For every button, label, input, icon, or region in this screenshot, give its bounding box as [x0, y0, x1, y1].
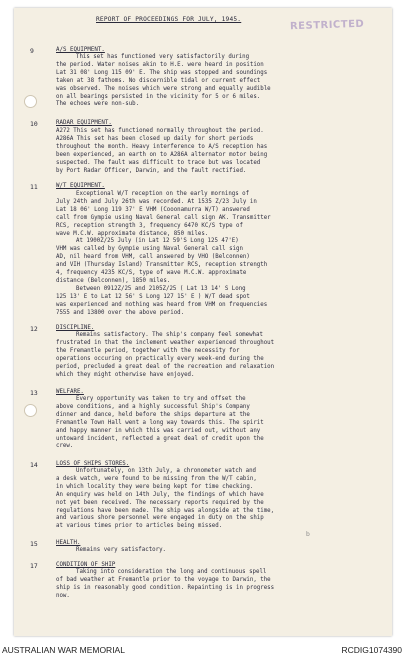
- section-number: 13: [30, 389, 38, 397]
- body-line: operations occuring on practically every week-end during the: [56, 355, 264, 362]
- section-heading: A/S EQUIPMENT.: [56, 47, 105, 53]
- section-number: 9: [30, 47, 34, 55]
- body-line: and various shore personnel were engaged in duty on the ship: [56, 515, 264, 522]
- body-line: the Fremantle period, together with the necessity for: [56, 347, 240, 354]
- body-line: crew.: [56, 443, 74, 450]
- section-body: [56, 396, 392, 451]
- body-line: An enquiry was held on 14th July, the findings of which have: [56, 491, 264, 498]
- punch-hole: [24, 95, 37, 108]
- punch-hole: [24, 404, 37, 417]
- section-number: 12: [30, 325, 38, 333]
- section-heading: W/T EQUIPMENT.: [56, 183, 105, 189]
- body-line: July 24th and July 26th was recorded. At 1535 Z/23 July in: [56, 198, 257, 205]
- body-line: Taking into consideration the long and continuous spell: [76, 569, 267, 575]
- section-heading: HEALTH.: [56, 540, 81, 546]
- body-line: Every opportunity was taken to try and offset the: [76, 396, 246, 402]
- body-line: At 1900Z/25 July (in Lat 12 59'S Long 125 47'E): [76, 238, 239, 245]
- section-number: 17: [30, 562, 38, 570]
- body-line: throughout the month. Heavy interference to A/S reception has: [56, 143, 268, 150]
- archive-reference-id: RCDIG1074390: [341, 645, 402, 655]
- body-line: and VIH (Thursday Island) Transmitter RCS, reception strength: [56, 262, 268, 269]
- body-line: now.: [56, 592, 70, 599]
- section-heading: DISCIPLINE.: [56, 325, 95, 331]
- body-line: was experienced and nothing was heard from VHM on frequencies: [56, 301, 268, 308]
- body-line: The echoes were non-sub.: [56, 101, 140, 108]
- body-line: 4, frequency 4235 KC/S, type of wave M.C.W. approximate: [56, 270, 247, 277]
- body-line: not yet been received. The necessary reports required by the: [56, 499, 264, 506]
- section-body: [56, 569, 392, 601]
- body-line: and happy manner in which this was carried out, without any: [56, 427, 261, 434]
- body-line: taken at 38 fathoms. No discernible tidal or current effect: [56, 77, 261, 84]
- body-line: which they might otherwise have enjoyed.: [56, 371, 195, 378]
- section-body: [56, 128, 392, 175]
- body-line: regulations have been made. The ship was alongside at the time,: [56, 507, 275, 514]
- section-body: [56, 191, 392, 318]
- section-heading: RADAR EQUIPMENT.: [56, 120, 112, 126]
- body-line: dinner and dance, held before the ships departure at the: [56, 411, 250, 418]
- section-body: [56, 54, 392, 109]
- body-line: AD, nil heard from VHM, call answered by VHO (Belconnen): [56, 254, 250, 261]
- body-line: RCS, reception strength 3, frequency 6470 KC/S type of: [56, 222, 243, 229]
- body-line: untoward incident, reflected a great deal of credit upon the: [56, 435, 264, 442]
- body-line: a desk watch, were found to be missing from the W/T cabin,: [56, 475, 257, 482]
- body-line: by Port Radar Officer, Darwin, and the fault rectified.: [56, 167, 247, 174]
- body-line: Unfortunately, on 13th July, a chronometer watch and: [76, 468, 257, 474]
- body-line: VHM was called by Gympie using Naval General call sign: [56, 246, 243, 253]
- section-number: 15: [30, 540, 38, 548]
- body-line: on all bearings persisted in the vicinity for 5 or 6 miles.: [56, 93, 261, 100]
- section-body: [56, 468, 392, 531]
- body-line: 125 13' E to Lat 12 56' S Long 127 15' E ) W/T dead spot: [56, 293, 250, 300]
- body-line: Between 0912Z/25 and 2105Z/25 ( Lat 13 14' S Long: [76, 285, 246, 292]
- section-heading: WELFARE.: [56, 389, 84, 395]
- body-line: Exceptional W/T reception on the early mornings of: [76, 191, 250, 197]
- body-line: Lat 18 06' Long 119 37' E VHM (Cooonamurra W/T) answered: [56, 206, 250, 213]
- body-line: was observed. The noises which were strong and equally audible: [56, 85, 271, 92]
- section-body: [56, 547, 392, 555]
- body-line: been experienced, an earth on to A286A alternator motor being: [56, 151, 268, 158]
- body-line: Remains satisfactory. The ship's company feel somewhat: [76, 332, 263, 338]
- section-number: 11: [30, 183, 38, 191]
- body-line: Fremantle Town Hall went a long way towards this. The spirit: [56, 419, 264, 426]
- body-line: call from Gympie using Naval General call sign AK. Transmitter: [56, 214, 271, 221]
- restricted-stamp: RESTRICTED: [289, 18, 365, 33]
- report-title: REPORT OF PROCEEDINGS FOR JULY, 1945.: [96, 16, 242, 23]
- body-line: above conditions, and a highly successful Ship's Company: [56, 403, 250, 410]
- body-line: Lat 31 08' Long 115 09' E. The ship was stopped and soundings: [56, 69, 268, 76]
- body-line: period, precluded a great deal of the recreation and relaxation: [56, 363, 275, 370]
- body-line: frustrated in that the inclement weather experienced throughout: [56, 339, 275, 346]
- pencil-mark: b: [306, 531, 310, 538]
- body-line: in which locality they were being kept for time checking.: [56, 483, 254, 490]
- section-heading: LOSS OF SHIPS STORES.: [56, 461, 130, 467]
- section-heading: CONDITION OF SHIP: [56, 562, 116, 568]
- section-body: [56, 332, 392, 379]
- body-line: at various times prior to articles being missed.: [56, 523, 223, 530]
- body-line: wave M.C.W. approximate distance, 850 miles.: [56, 230, 209, 237]
- archive-caption: AUSTRALIAN WAR MEMORIAL: [2, 645, 125, 655]
- body-line: suspected. The fault was difficult to trace but was located: [56, 159, 261, 166]
- body-line: Remains very satisfactory.: [76, 547, 167, 553]
- body-line: ship is in reasonably good condition. Repainting is in progress: [56, 584, 275, 591]
- body-line: distance (Belconnen), 1850 miles.: [56, 277, 171, 284]
- body-line: This set has functioned very satisfactorily during: [76, 54, 250, 60]
- body-line: A272 This set has functioned normally throughout the period.: [56, 128, 264, 134]
- body-line: the period. Water noises akin to H.E. were heard in position: [56, 61, 264, 68]
- section-number: 14: [30, 461, 38, 469]
- body-line: 7555 and 13800 over the above period.: [56, 309, 185, 316]
- body-line: A286A This set has been closed up daily for short periods: [56, 135, 254, 142]
- body-line: of bad weather at Fremantle prior to the voyage to Darwin, the: [56, 576, 271, 583]
- section-number: 10: [30, 120, 38, 128]
